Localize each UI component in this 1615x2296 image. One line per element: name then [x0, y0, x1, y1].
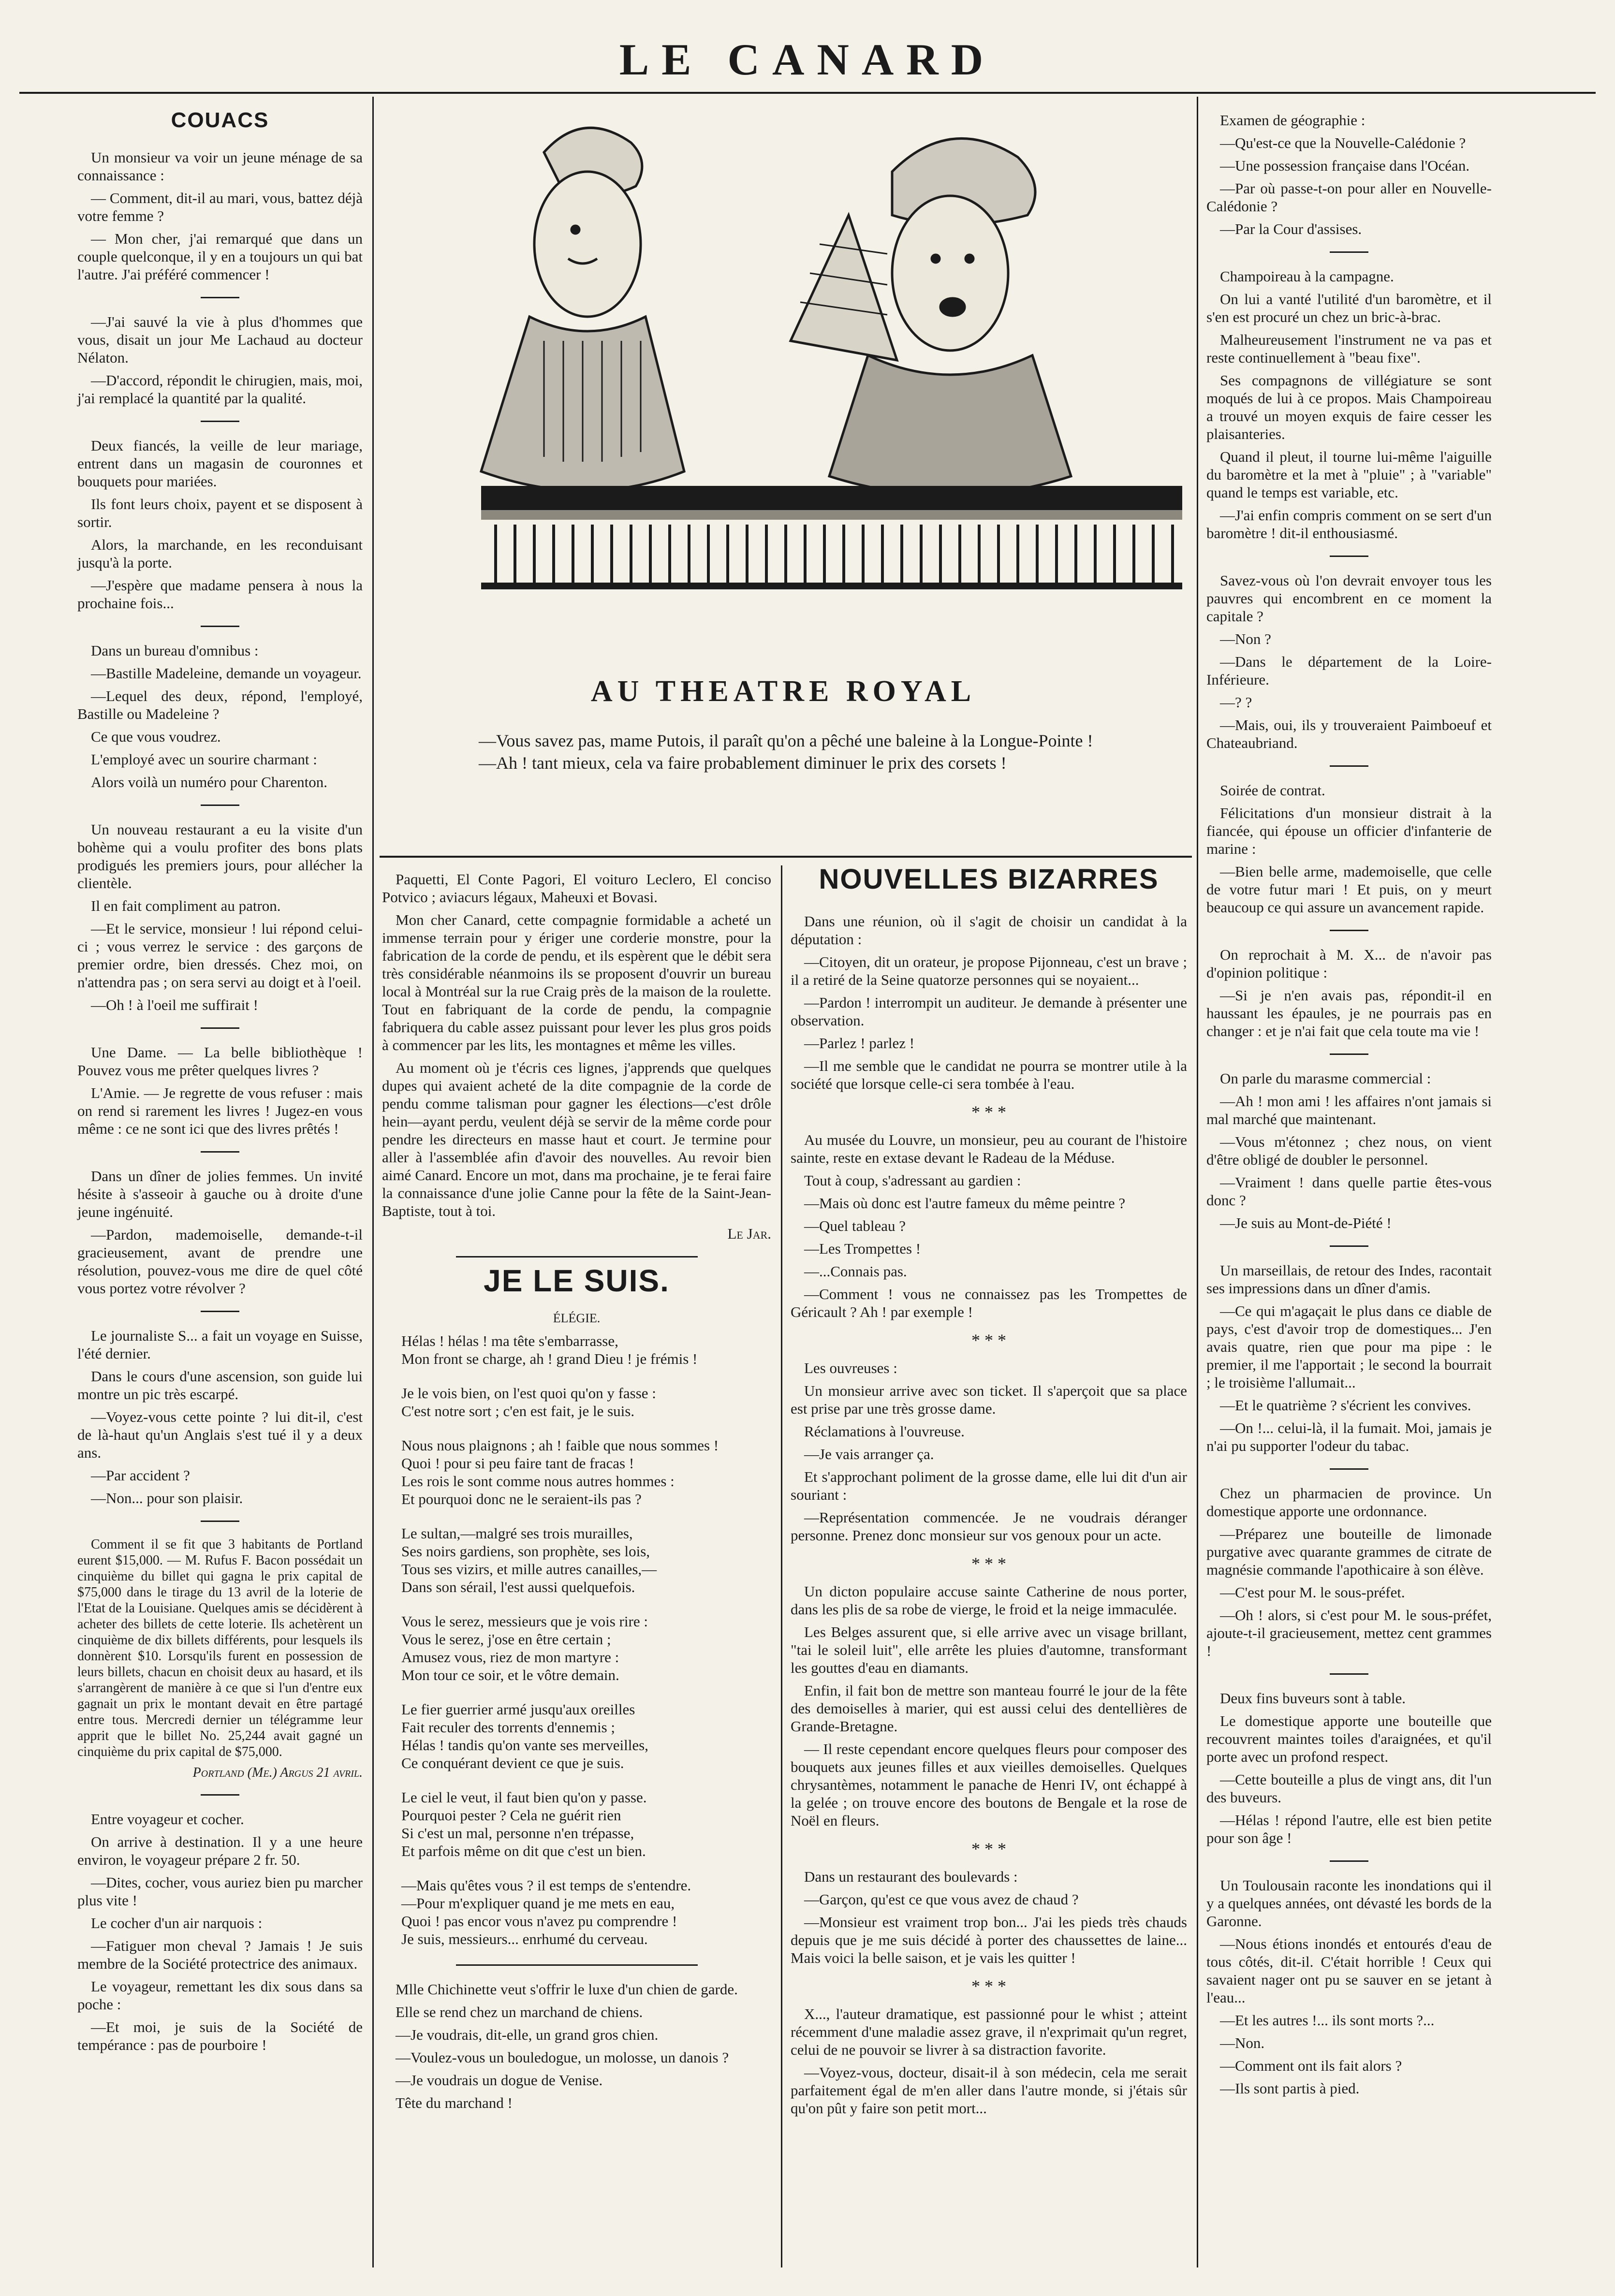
separator — [201, 1794, 239, 1796]
anecdote-line: —Bien belle arme, mademoiselle, que celle de votre futur mari ! Et puis, on y meurt beaucoup ce qui assure un avancement rapide. — [1206, 863, 1492, 916]
anecdote-line: —Qu'est-ce que la Nouvelle-Calédonie ? — [1220, 134, 1466, 151]
poem-line: —Mais qu'êtes vous ? il est temps de s'entendre. — [401, 1877, 691, 1894]
letter-text — [382, 870, 771, 1220]
nouvelles-title: NOUVELLES BIZARRES — [819, 863, 1159, 895]
anecdote-line: —Parlez ! parlez ! — [804, 1035, 915, 1052]
anecdote-line: —Par la Cour d'assises. — [1220, 220, 1362, 237]
letter-paragraph: Mon cher Canard, cette compagnie formidable a acheté un immense terrain pour y ériger une corderie monstre, pour la fabrication de la corde de pendu, et ils espèrent que le débit sera très considérable néanmoins ils se proposent d'ouvrir un bureau local à Montréal sur la rue Craig près de la maison de la roulette. Tout en fabriquant de la corde de pendu, la compagnie fabriquera du cable assez puissant pour lever les plus gros poids à commencer par les lits, les montagnes et même les villes. — [382, 911, 771, 1053]
anecdote-line: L'employé avec un sourire charmant : — [91, 751, 317, 768]
anecdote-line: Tout à coup, s'adressant au gardien : — [804, 1172, 1021, 1189]
poem-line: Les rois le sont comme nous autres hommes : — [401, 1473, 675, 1490]
poem-line: Tous ses vizirs, et mille autres canailles,— — [401, 1561, 657, 1578]
poem-line: Dans son sérail, l'est aussi quelquefois. — [401, 1579, 635, 1595]
anecdote-line: —Cette bouteille a plus de vingt ans, dit l'un des buveurs. — [1206, 1771, 1492, 1806]
center-column — [382, 870, 771, 2117]
poem-stanza — [401, 1436, 771, 1508]
poem-stanza — [401, 1700, 771, 1772]
anecdote-line: —Vraiment ! dans quelle partie êtes-vous donc ? — [1206, 1174, 1492, 1209]
cocher-story — [77, 1810, 363, 2054]
anecdote-line: —J'ai enfin compris comment on se sert d'un baromètre ! dit-il enthousiasmé. — [1206, 507, 1492, 541]
anecdote-line: Mlle Chichinette veut s'offrir le luxe d'un chien de garde. — [396, 1981, 738, 1998]
poem-line: Le ciel le veut, il faut bien qu'on y passe. — [401, 1789, 647, 1806]
anecdote-line: —Mais où donc est l'autre fameux du même peintre ? — [804, 1195, 1126, 1212]
poem-line: Je le vois bien, on l'est quoi qu'on y fasse : — [401, 1385, 656, 1402]
poem-line: Et pourquoi donc ne le seraient-ils pas ? — [401, 1491, 642, 1507]
poem-line: Pourquoi pester ? Cela ne guérit rien — [401, 1807, 621, 1824]
separator — [1330, 1053, 1368, 1055]
poem-line: Si c'est un mal, personne n'en trépasse, — [401, 1825, 634, 1842]
right-column — [1206, 111, 1492, 2102]
stars-separator: * * * — [971, 1554, 1006, 1573]
separator — [1330, 1673, 1368, 1675]
anecdote-line: Le cocher d'un air narquois : — [91, 1915, 263, 1931]
illustration-caption — [450, 730, 1136, 775]
poem-line: Le sultan,—malgré ses trois murailles, — [401, 1525, 633, 1542]
poem-line: Quoi ! pas encor vous n'avez pu comprendre ! — [401, 1913, 677, 1930]
anecdote-line: —Voyez-vous cette pointe ? lui dit-il, c'est de là-haut qu'un Anglais s'est tué il y a deux ans. — [77, 1408, 363, 1461]
anecdote-line: Dans une réunion, où il s'agit de choisir un candidat à la députation : — [791, 913, 1187, 948]
anecdote-line: Un monsieur va voir un jeune ménage de sa connaissance : — [77, 149, 363, 184]
stars-separator: * * * — [971, 1102, 1006, 1122]
column-rule-left — [372, 97, 374, 2267]
anecdote-line: Quand il pleut, il tourne lui-même l'aiguille du baromètre et la met à "pluie" ; à "variable" quand le temps est variable, etc. — [1206, 448, 1492, 501]
anecdote-line: —J'espère que madame pensera à nous la prochaine fois... — [77, 577, 363, 612]
couacs-items — [77, 148, 363, 1507]
poem-stanza — [401, 1612, 771, 1684]
poem-line: Le fier guerrier armé jusqu'aux oreilles — [401, 1701, 635, 1718]
anecdote-line: Un Toulousain raconte les inondations qui il y a quelques années, ont dévasté les bords de la Garonne. — [1206, 1877, 1492, 1930]
anecdote-line: —Non. — [1220, 2034, 1265, 2051]
anecdote-line: On lui a vanté l'utilité d'un baromètre, et il s'en est procuré un chez un bric-à-brac. — [1206, 291, 1492, 325]
anecdote-line: L'Amie. — Je regrette de vous refuser : mais on rend si rarement les livres ! Jugez-en vous même : ce ne sont ici que des livres prêtés ! — [77, 1084, 363, 1137]
separator — [1330, 1245, 1368, 1247]
anecdote-line: —Monsieur est vraiment trop bon... J'ai les pieds très chauds depuis que je me suis décidé à porter des chaussettes de laine... Mais voici la belle saison, et je vais les quitter ! — [791, 1914, 1187, 1966]
letter-paragraph: Au moment où je t'écris ces lignes, j'apprends que quelques dupes qui avaient acheté de la dite compagnie de la corde de pendu comme talisman pour gagner les élections—c'est drôle hein—ayant perdu, veulent déjà se servir de la même corde pour pendre les directeurs en masse haut et court. Je termine pour aller à l'assemblée afin d'avoir des nouvelles. Au revoir bien aimé Canard. Encore un mot, dans ma prochaine, je te ferai faire la connaissance d'une jolie Canne pour la fête de la Saint-Jean-Baptiste, tout à toi. — [382, 1059, 771, 1219]
chichinette-story — [382, 1980, 771, 2112]
letter-paragraph: Paquetti, El Conte Pagori, El voituro Leclero, El conciso Potvico ; aviacurs légaux, Maheuxi et Bovasi. — [382, 871, 771, 906]
anecdote-line: Dans un restaurant des boulevards : — [804, 1868, 1018, 1885]
masthead: LE CANARD — [619, 35, 996, 84]
anecdote-line: Alors voilà un numéro pour Charenton. — [91, 774, 328, 790]
poem-stanza — [401, 1332, 771, 1368]
stars-separator: * * * — [971, 1331, 1006, 1350]
separator — [1330, 251, 1368, 253]
anecdote-line: Examen de géographie : — [1220, 112, 1365, 129]
anecdote-line: —? ? — [1220, 694, 1252, 711]
anecdote-line: —Quel tableau ? — [804, 1217, 906, 1234]
anecdote-line: Au musée du Louvre, un monsieur, peu au courant de l'histoire sainte, reste en extase devant le Radeau de la Méduse. — [791, 1131, 1187, 1166]
anecdote-line: —Préparez une bouteille de limonade purgative avec quarante grammes de citrate de magnésie commande l'apothicaire à son élève. — [1206, 1525, 1492, 1578]
poem-line: Hélas ! tandis qu'on vante ses merveilles, — [401, 1737, 648, 1754]
anecdote-line: —Garçon, qu'est ce que vous avez de chaud ? — [804, 1891, 1079, 1908]
anecdote-line: Et s'approchant poliment de la grosse dame, elle lui dit d'un air souriant : — [791, 1468, 1187, 1503]
poem-verses — [382, 1332, 771, 1948]
anecdote-line: Dans un dîner de jolies femmes. Un invité hésite à s'asseoir à gauche ou à droite d'une jeune ingénuité. — [77, 1168, 363, 1220]
letter-signature: Le Jar. — [727, 1225, 771, 1242]
poem-stanza — [401, 1524, 771, 1596]
poem-line: —Pour m'expliquer quand je me mets en eau, — [401, 1895, 675, 1912]
anecdote-line: —Une possession française dans l'Océan. — [1220, 157, 1470, 174]
poem-line: Hélas ! hélas ! ma tête s'embarrasse, — [401, 1332, 618, 1349]
anecdote-line: Un dicton populaire accuse sainte Catherine de nous porter, dans les plis de sa robe de vierge, le froid et la neige immaculée. — [791, 1583, 1187, 1618]
caption-line: —Ah ! tant mieux, cela va faire probablement diminuer le prix des corsets ! — [479, 753, 1007, 773]
separator — [201, 804, 239, 806]
anecdote-line: Le domestique apporte une bouteille que recouvrent maintes toiles d'araignées, et qu'il porte avec un profond respect. — [1206, 1712, 1492, 1765]
separator — [201, 297, 239, 298]
anecdote-line: —Dans le département de la Loire-Inférieure. — [1206, 653, 1492, 688]
anecdote-line: Ses compagnons de villégiature se sont moqués de lui à ce propos. Mais Champoireau a trouvé un moyen exquis de faire cesser les plaisanteries. — [1206, 372, 1492, 442]
theatre-engraving — [384, 99, 1182, 670]
poem-line: Amusez vous, riez de mon martyre : — [401, 1649, 619, 1666]
poem-subtitle: ÉLÉGIE. — [553, 1311, 601, 1325]
anecdote-line: —Et les autres !... ils sont morts ?... — [1220, 2012, 1435, 2029]
anecdote-line: — Il reste cependant encore quelques fleurs pour composer des bouquets aux jeunes filles et aux vieilles demoiselles. Quelques chrysantèmes, notamment le panache de Henri IV, ont échappé à la gelée ; on trouve encore des boutons de Bengale et la rose de Noël en fleurs. — [791, 1740, 1187, 1829]
poem-stanza — [401, 1876, 771, 1948]
lottery-notice: Comment il se fit que 3 habitants de Portland eurent $15,000. — M. Rufus F. Bacon possédait un cinquième du billet qui gagna le prix capital de $75,000 dans le tirage du 13 avril de la loterie de l'Etat de la Louisiane. Quelques amis se décidèrent à acheter des billets de cette loterie. Ils achetèrent un cinquième de dix billets différents, pour lesquels ils donnèrent $10. Lorsqu'ils furent en possession de leurs billets, chacun en choisit deux au hasard, et ils s'arrangèrent de manière à ce que si l'un d'entre eux gagnait un prix le montant devait en être partagé entre tous. Mercredi dernier un télégramme leur apprit que le billet No. 25,244 avait gagné un cinquième du prix capital de $75,000. — [77, 1537, 363, 1759]
anecdote-line: Félicitations d'un monsieur distrait à la fiancée, qui épouse un officier d'infanterie de marine : — [1206, 804, 1492, 857]
anecdote-line: —Nous étions inondés et entourés d'eau de tous côtés, dit-il. C'était horrible ! Ceux qui savaient nager ont pu se sauver en se jetant à l'eau... — [1206, 1935, 1492, 2006]
anecdote-line: Réclamations à l'ouvreuse. — [804, 1423, 965, 1440]
anecdote-line: Ce que vous voudrez. — [91, 728, 221, 745]
anecdote-line: —...Connais pas. — [804, 1263, 907, 1280]
anecdote-line: —Non... pour son plaisir. — [91, 1490, 243, 1506]
poem-line: C'est notre sort ; c'en est fait, je le suis. — [401, 1403, 635, 1419]
anecdote-line: Chez un pharmacien de province. Un domestique apporte une ordonnance. — [1206, 1485, 1492, 1520]
anecdote-line: —Par accident ? — [91, 1467, 190, 1484]
anecdote-line: Ils font leurs choix, payent et se disposent à sortir. — [77, 496, 363, 530]
anecdote-line: —Et le quatrième ? s'écrient les convives. — [1220, 1397, 1471, 1414]
nouvelles-column — [791, 863, 1187, 2122]
anecdote-line: — Comment, dit-il au mari, vous, battez déjà votre femme ? — [77, 190, 363, 224]
anecdote-line: Une Dame. — La belle bibliothèque ! Pouvez vous me prêter quelques livres ? — [77, 1044, 363, 1079]
anecdote-line: Malheureusement l'instrument ne va pas et reste continuellement à "beau fixe". — [1206, 331, 1492, 366]
poem-stanza — [401, 1788, 771, 1860]
anecdote-line: —Voulez-vous un bouledogue, un molosse, un danois ? — [396, 2049, 729, 2066]
anecdote-line: —Hélas ! répond l'autre, elle est bien petite pour son âge ! — [1206, 1812, 1492, 1846]
anecdote-line: —Dites, cocher, vous auriez bien pu marcher plus vite ! — [77, 1874, 363, 1909]
anecdote-line: —Il me semble que le candidat ne pourra se montrer utile à la société que lorsque celle-ci sera tombée à l'eau. — [791, 1057, 1187, 1092]
separator — [201, 1521, 239, 1522]
separator — [456, 1964, 698, 1966]
anecdote-line: —Et le service, monsieur ! lui répond celui-ci ; vous verrez le service : des garçons de premier ordre, bien dressés. Chez moi, on n'attendra pas ; on sera servi au doigt et à l'oeil. — [77, 920, 363, 991]
anecdote-line: —Et moi, je suis de la Société de tempérance : pas de pourboire ! — [77, 2018, 363, 2053]
right-items — [1206, 111, 1492, 2097]
poem-line: Vous le serez, j'ose en être certain ; — [401, 1631, 611, 1648]
separator — [201, 1027, 239, 1029]
separator — [1330, 556, 1368, 557]
separator — [201, 626, 239, 627]
poem-line: Ses noirs gardiens, son prophète, ses lois, — [401, 1543, 650, 1560]
separator — [201, 1311, 239, 1312]
anecdote-line: —Vous m'étonnez ; chez nous, on vient d'être obligé de doubler le personnel. — [1206, 1133, 1492, 1168]
anecdote-line: —Bastille Madeleine, demande un voyageur. — [91, 665, 362, 682]
anecdote-line: Entre voyageur et cocher. — [91, 1811, 244, 1828]
poem-line: Mon front se charge, ah ! grand Dieu ! je frémis ! — [401, 1350, 698, 1367]
anecdote-line: —Les Trompettes ! — [804, 1240, 921, 1257]
poem-stanza — [401, 1384, 771, 1420]
anecdote-line: —Ah ! mon ami ! les affaires n'ont jamais si mal marché que maintenant. — [1206, 1093, 1492, 1127]
anecdote-line: Soirée de contrat. — [1220, 782, 1325, 799]
poem-line: Mon tour ce soir, et le vôtre demain. — [401, 1667, 619, 1683]
anecdote-line: Dans le cours d'une ascension, son guide lui montre un pic très escarpé. — [77, 1368, 363, 1403]
anecdote-line: Elle se rend chez un marchand de chiens. — [396, 2004, 643, 2020]
anecdote-line: —Si je n'en avais pas, répondit-il en haussant les épaules, je ne pourrais pas en changer : et je n'ai fait que cela toute ma vie ! — [1206, 987, 1492, 1039]
separator — [1330, 1860, 1368, 1862]
poem-line: Vous le serez, messieurs que je vois rire : — [401, 1613, 648, 1630]
poem-line: Je suis, messieurs... enrhumé du cerveau. — [401, 1930, 648, 1947]
anecdote-line: On parle du marasme commercial : — [1220, 1070, 1431, 1087]
anecdote-line: Un marseillais, de retour des Indes, racontait ses impressions dans un dîner d'amis. — [1206, 1262, 1492, 1297]
separator — [201, 421, 239, 422]
separator — [201, 1151, 239, 1153]
anecdote-line: —Citoyen, dit un orateur, je propose Pijonneau, c'est un brave ; il a retiré de la Seine quatorze personnes qui se noyaient... — [791, 953, 1187, 988]
poem-line: Ce conquérant devient ce que je suis. — [401, 1755, 624, 1771]
anecdote-line: —Non ? — [1220, 630, 1271, 647]
anecdote-line: —Ils sont partis à pied. — [1220, 2080, 1360, 2097]
anecdote-line: —D'accord, répondit le chirugien, mais, moi, j'ai remplacé la quantité par la qualité. — [77, 372, 363, 407]
anecdote-line: Dans un bureau d'omnibus : — [91, 642, 259, 659]
column-rule-right — [1197, 97, 1198, 2267]
anecdote-line: Deux fins buveurs sont à table. — [1220, 1690, 1406, 1707]
anecdote-line: —Je voudrais, dit-elle, un grand gros chien. — [396, 2026, 659, 2043]
anecdote-line: Deux fiancés, la veille de leur mariage, entrent dans un magasin de couronnes et bouquets pour mariées. — [77, 437, 363, 490]
anecdote-line: —Pardon ! interrompit un auditeur. Je demande à présenter une observation. — [791, 994, 1187, 1029]
anecdote-line: Les Belges assurent que, si elle arrive avec un visage brillant, "tai le soleil luit", elle arrête les pluies d'automne, transformant les gouttes d'eau en diamants. — [791, 1623, 1187, 1676]
anecdote-line: Enfin, il fait bon de mettre son manteau fourré le jour de la fête des demoiselles à marier, qui est aussi celui des dentellières de Grande-Bretagne. — [791, 1682, 1187, 1735]
anecdote-line: —Mais, oui, ils y trouveraient Paimboeuf et Chateaubriand. — [1206, 717, 1492, 751]
theatre-illustration — [384, 99, 1182, 670]
anecdote-line: —Je suis au Mont-de-Piété ! — [1220, 1214, 1392, 1231]
anecdote-line: On arrive à destination. Il y a une heure environ, le voyageur prépare 2 fr. 50. — [77, 1833, 363, 1868]
anecdote-line: Tête du marchand ! — [396, 2094, 513, 2111]
separator — [1330, 1468, 1368, 1470]
anecdote-line: —On !... celui-là, il la fumait. Moi, jamais je n'ai pu supporter l'odeur du tabac. — [1206, 1419, 1492, 1454]
anecdote-line: Champoireau à la campagne. — [1220, 268, 1394, 285]
stars-separator: * * * — [971, 1976, 1006, 1996]
anecdote-line: On reprochait à M. X... de n'avoir pas d'opinion politique : — [1206, 946, 1492, 981]
anecdote-line: —Oh ! à l'oeil me suffirait ! — [91, 996, 258, 1013]
separator — [1330, 930, 1368, 931]
anecdote-line: —Ce qui m'agaçait le plus dans ce diable de pays, c'est d'avoir trop de domestiques... J'en avais quatre, rien que pour ma pipe : le premier, il me l'apportait ; le second la bourrait ; le troisième l'allumait... — [1206, 1302, 1492, 1391]
separator — [1330, 765, 1368, 767]
poem-line: Quoi ! pour si peu faire tant de fracas ! — [401, 1455, 634, 1472]
anecdote-line: —Fatiguer mon cheval ? Jamais ! Je suis membre de la Société protectrice des animaux. — [77, 1937, 363, 1972]
anecdote-line: Alors, la marchande, en les reconduisant jusqu'à la porte. — [77, 536, 363, 571]
nouvelles-items — [791, 912, 1187, 2117]
anecdote-line: —Je voudrais un dogue de Venise. — [396, 2072, 603, 2089]
caption-line: —Vous savez pas, mame Putois, il paraît qu'on a pêché une baleine à la Longue-Pointe ! — [479, 731, 1093, 750]
anecdote-line: —Représentation commencée. Je ne voudrais déranger personne. Prenez donc monsieur sur vos genoux pour un acte. — [791, 1509, 1187, 1544]
anecdote-line: —Lequel des deux, répond, l'employé, Bastille ou Madeleine ? — [77, 687, 363, 722]
left-column — [77, 108, 363, 2059]
anecdote-line: —C'est pour M. le sous-préfet. — [1220, 1584, 1405, 1601]
poem-line: Et parfois même on dit que c'est un bien. — [401, 1843, 646, 1859]
anecdote-line: Un nouveau restaurant a eu la visite d'un bohème qui a voulu profiter des bons plats prodigués les premiers jours, pour allécher la clientèle. — [77, 821, 363, 892]
anecdote-line: —Comment ont ils fait alors ? — [1220, 2057, 1402, 2074]
stars-separator: * * * — [971, 1839, 1006, 1858]
poem-title: JE LE SUIS. — [484, 1263, 670, 1298]
anecdote-line: Il en fait compliment au patron. — [91, 897, 281, 914]
anecdote-line: —J'ai sauvé la vie à plus d'hommes que vous, disait un jour Me Lachaud au docteur Nélaton. — [77, 313, 363, 366]
anecdote-line: X..., l'auteur dramatique, est passionné pour le whist ; atteint récemment d'une maladie assez grave, il n'exprimait qu'un regret, celui de ne pouvoir se livrer à sa distraction favorite. — [791, 2005, 1187, 2058]
anecdote-line: Savez-vous où l'on devrait envoyer tous les pauvres qui encombrent en ce moment la capitale ? — [1206, 572, 1492, 625]
couacs-title: COUACS — [171, 108, 269, 132]
anecdote-line: Le voyageur, remettant les dix sous dans sa poche : — [77, 1978, 363, 2013]
anecdote-line: —Voyez-vous, docteur, disait-il à son médecin, cela me serait parfaitement égal de m'en aller dans l'autre monde, si j'étais sûr qu'on pût y faire son petit mort... — [791, 2064, 1187, 2117]
anecdote-line: —Par où passe-t-on pour aller en Nouvelle-Calédonie ? — [1206, 180, 1492, 215]
anecdote-line: —Pardon, mademoiselle, demande-t-il gracieusement, avant de prendre une résolution, pouvez-vous me dire de quel côté vous portez votre révolver ? — [77, 1226, 363, 1297]
lottery-notice-source: Portland (Me.) Argus 21 avril. — [192, 1765, 363, 1780]
anecdote-line: Un monsieur arrive avec son ticket. Il s'aperçoit que sa place est prise par une très grosse dame. — [791, 1382, 1187, 1417]
anecdote-line: —Comment ! vous ne connaissez pas les Trompettes de Géricault ? Ah ! par exemple ! — [791, 1286, 1187, 1320]
anecdote-line: Les ouvreuses : — [804, 1360, 897, 1376]
poem-line: Fait reculer des torrents d'ennemis ; — [401, 1719, 616, 1736]
separator — [456, 1256, 698, 1258]
anecdote-line: —Je vais arranger ça. — [804, 1446, 934, 1462]
illustration-title: AU THEATRE ROYAL — [590, 675, 976, 708]
anecdote-line: —Oh ! alors, si c'est pour M. le sous-préfet, ajoute-t-il gracieusement, mettez cent grammes ! — [1206, 1607, 1492, 1659]
column-rule-center — [781, 865, 782, 2267]
anecdote-line: Le journaliste S... a fait un voyage en Suisse, l'été dernier. — [77, 1327, 363, 1362]
poem-line: Nous nous plaignons ; ah ! faible que nous sommes ! — [401, 1437, 719, 1454]
illustration-bottom-rule — [380, 856, 1192, 858]
masthead-rule — [19, 92, 1596, 94]
anecdote-line: — Mon cher, j'ai remarqué que dans un couple quelconque, il y en a toujours un qui bat l'autre. J'ai préféré commencer ! — [77, 230, 363, 283]
